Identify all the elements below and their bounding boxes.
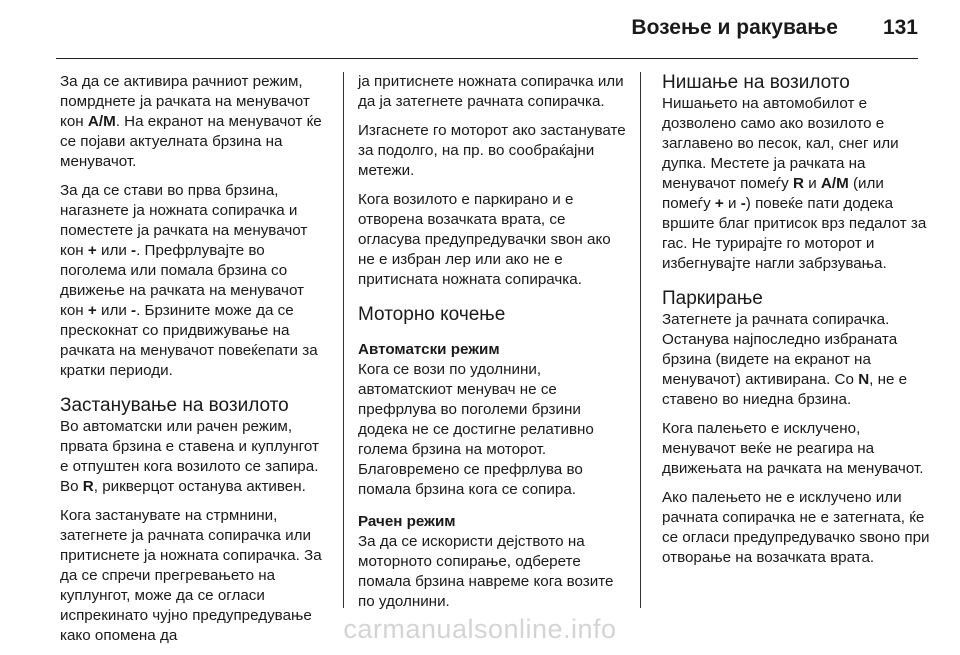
section-heading: Нишање на возилото bbox=[662, 72, 850, 93]
paragraph: За да се стави во прва брзина, нагазнете ја ножната сопирачка и поместете ја рачката на менувачот кон + или -. Префрлувајте во поголема или помала брзина со движење на рачката на менувачот кон + или -. Брзините може да се прескокнат со придвижување на рачката на менувачот повеќепати за кратки периоди. bbox=[60, 182, 318, 379]
paragraph: Ако палењето не е исклучено или рачната сопирачка не е затегната, ќе се огласи предупредувачко ѕвоно при отворање на возачката врата. bbox=[662, 489, 930, 566]
subsection-heading: Рачен режим bbox=[358, 513, 456, 530]
paragraph: Во автоматски или рачен режим, првата брзина е ставена и куплунгот е отпуштен кога возилото се запира. Во R, рикверцот останува активен. bbox=[60, 418, 319, 495]
paragraph: Кога возилото е паркирано и е отворена возачката врата, се огласува предупредувачки ѕвон ако не е избран лер или ако не е притисната ножната сопирачка. bbox=[358, 191, 611, 288]
text-column-3 bbox=[662, 72, 932, 577]
subsection-heading: Автоматски режим bbox=[358, 341, 500, 358]
paragraph: Нишањето на автомобилот е дозволено само ако возилото е заглавено во песок, кал, снег или дупка. Местете ја рачката на менувачот помеѓу R и A/M (или помеѓу + и -) повеќе пати додека вршите благ притисок врз педалот за гас. Не турирајте го моторот и избегнувајте нагли забрзувања. bbox=[662, 95, 927, 272]
paragraph: Изгаснете го моторот ако застанувате за подолго, на пр. во сообраќајни метежи. bbox=[358, 122, 626, 179]
paragraph: Кога палењето е исклучено, менувачот веќе не реагира на движењата на рачката на менувачот. bbox=[662, 420, 924, 477]
section-heading: Застанување на возилото bbox=[60, 395, 289, 416]
section-heading: Паркирање bbox=[662, 288, 763, 309]
column-divider bbox=[640, 72, 641, 608]
paragraph: Затегнете ја рачната сопирачка. Останува најпоследно избраната брзина (видете на екранот на менувачот) активирана. Со N, не е ставено во ниедна брзина. bbox=[662, 311, 908, 408]
text-column-2 bbox=[358, 72, 628, 621]
paragraph: За да се активира рачниот режим, помрднете ја рачката на менувачот кон A/M. На екранот на менувачот ќе се појави актуелната брзина на менувачот. bbox=[60, 73, 322, 170]
section-heading: Моторно кочење bbox=[358, 304, 506, 325]
paragraph: За да се искористи дејството на моторното сопирање, одберете помала брзина навреме кога возите по удолнини. bbox=[358, 533, 614, 610]
paragraph: Кога се вози по удолнини, автоматскиот менувач не се префрлува во поголеми брзини додека не се достигне релативно голема брзина на моторот. Благовремено се префрлува во помала брзина кога се сопира. bbox=[358, 361, 594, 498]
column-divider bbox=[343, 72, 344, 608]
watermark: carmanualsonline.info bbox=[343, 614, 617, 644]
paragraph: Кога застанувате на стрмнини, затегнете ја рачната сопирачка или притиснете ја ножната сопирачка. За да се спречи прегревањето на куплунгот, може да се огласи испрекинато чујно предупредување како опомена да bbox=[60, 507, 322, 644]
header-divider bbox=[56, 58, 918, 59]
page-header bbox=[0, 0, 960, 60]
page-number: 131 bbox=[882, 16, 918, 39]
text-column-1 bbox=[60, 72, 330, 655]
paragraph: ја притиснете ножната сопирачка или да ја затегнете рачната сопирачка. bbox=[358, 73, 624, 110]
page-title: Возење и ракување bbox=[631, 16, 838, 39]
